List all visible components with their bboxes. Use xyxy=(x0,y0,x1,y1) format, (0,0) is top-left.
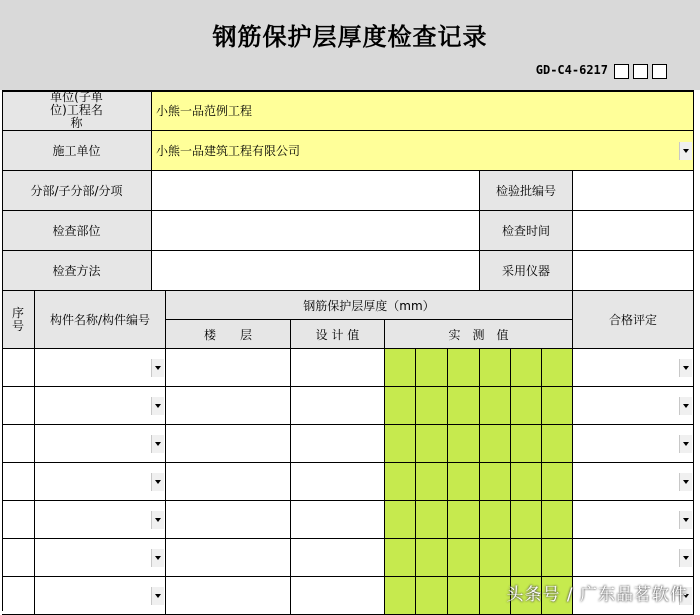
row-measured-cell[interactable] xyxy=(511,463,542,501)
row-measured-cell[interactable] xyxy=(542,425,573,463)
row-measured-cell[interactable] xyxy=(385,463,416,501)
row-floor-cell[interactable] xyxy=(166,577,291,615)
construction-unit-value: 小熊一品建筑工程有限公司 xyxy=(156,144,301,158)
row-measured-cell[interactable] xyxy=(448,387,480,425)
row-measured-cell[interactable] xyxy=(448,501,480,539)
row-measured-cell[interactable] xyxy=(480,387,511,425)
row-design-cell[interactable] xyxy=(291,425,385,463)
dropdown-arrow-icon[interactable] xyxy=(151,587,164,605)
row-design-cell[interactable] xyxy=(291,539,385,577)
row-seq-cell[interactable] xyxy=(2,501,35,539)
row-design-cell[interactable] xyxy=(291,387,385,425)
label-inspection-time: 检查时间 xyxy=(480,211,573,251)
dropdown-arrow-icon[interactable] xyxy=(679,473,692,491)
col-header-seq xyxy=(2,291,35,349)
row-rating-select[interactable] xyxy=(573,463,694,501)
row-measured-cell[interactable] xyxy=(542,387,573,425)
row-measured-cell[interactable] xyxy=(480,425,511,463)
unit-project-field[interactable]: 小熊一品范例工程 xyxy=(152,90,694,131)
row-rating-select[interactable] xyxy=(573,349,694,387)
row-measured-cell[interactable] xyxy=(416,425,448,463)
row-floor-cell[interactable] xyxy=(166,463,291,501)
row-seq-cell[interactable] xyxy=(2,349,35,387)
dropdown-arrow-icon[interactable] xyxy=(151,549,164,567)
row-measured-cell[interactable] xyxy=(448,349,480,387)
row-measured-cell[interactable] xyxy=(480,539,511,577)
row-floor-cell[interactable] xyxy=(166,349,291,387)
row-measured-cell[interactable] xyxy=(448,425,480,463)
col-header-component: 构件名称/构件编号 xyxy=(35,291,166,349)
row-measured-cell[interactable] xyxy=(511,349,542,387)
row-measured-cell[interactable] xyxy=(385,387,416,425)
row-measured-cell[interactable] xyxy=(511,501,542,539)
dropdown-arrow-icon[interactable] xyxy=(151,435,164,453)
row-measured-cell[interactable] xyxy=(385,425,416,463)
row-rating-select[interactable] xyxy=(573,425,694,463)
construction-unit-field[interactable] xyxy=(152,131,694,171)
row-rating-select[interactable] xyxy=(573,387,694,425)
label-instrument: 采用仪器 xyxy=(480,251,573,291)
row-component-select[interactable] xyxy=(35,501,166,539)
col-header-design: 设 计 值 xyxy=(291,320,385,349)
row-floor-cell[interactable] xyxy=(166,539,291,577)
col-header-rating: 合格评定 xyxy=(573,291,694,349)
row-measured-cell[interactable] xyxy=(416,349,448,387)
row-measured-cell[interactable] xyxy=(542,463,573,501)
row-measured-cell[interactable] xyxy=(480,463,511,501)
row-component-select[interactable] xyxy=(35,463,166,501)
dropdown-arrow-icon[interactable] xyxy=(151,511,164,529)
label-division: 分部/子分部/分项 xyxy=(2,171,152,211)
row-measured-cell[interactable] xyxy=(416,539,448,577)
label-construction-unit: 施工单位 xyxy=(2,131,152,171)
row-design-cell[interactable] xyxy=(291,577,385,615)
row-floor-cell[interactable] xyxy=(166,425,291,463)
row-component-select[interactable] xyxy=(35,539,166,577)
col-header-measured: 实 测 值 xyxy=(385,320,573,349)
row-component-select[interactable] xyxy=(35,425,166,463)
dropdown-arrow-icon[interactable] xyxy=(679,142,692,160)
checkbox-2[interactable] xyxy=(633,64,648,79)
row-seq-cell[interactable] xyxy=(2,577,35,615)
row-measured-cell[interactable] xyxy=(385,577,416,615)
form-code: GD-C4-6217 xyxy=(535,63,608,77)
row-measured-cell[interactable] xyxy=(542,349,573,387)
inspection-part-field[interactable] xyxy=(152,211,480,251)
division-field[interactable] xyxy=(152,171,480,211)
row-measured-cell[interactable] xyxy=(416,463,448,501)
label-inspection-part: 检查部位 xyxy=(2,211,152,251)
checkbox-1[interactable] xyxy=(614,64,629,79)
row-measured-cell[interactable] xyxy=(542,501,573,539)
dropdown-arrow-icon[interactable] xyxy=(151,359,164,377)
instrument-field[interactable] xyxy=(573,251,694,291)
row-component-select[interactable] xyxy=(35,349,166,387)
row-seq-cell[interactable] xyxy=(2,463,35,501)
dropdown-arrow-icon[interactable] xyxy=(151,473,164,491)
row-measured-cell[interactable] xyxy=(511,425,542,463)
page-title: 钢筋保护层厚度检查记录 xyxy=(0,0,700,74)
dropdown-arrow-icon[interactable] xyxy=(151,397,164,415)
dropdown-arrow-icon[interactable] xyxy=(679,435,692,453)
row-component-select[interactable] xyxy=(35,577,166,615)
row-measured-cell[interactable] xyxy=(385,501,416,539)
batch-no-field[interactable] xyxy=(573,171,694,211)
row-measured-cell[interactable] xyxy=(448,463,480,501)
dropdown-arrow-icon[interactable] xyxy=(679,549,692,567)
row-rating-select[interactable] xyxy=(573,501,694,539)
label-unit-project-text: 单位(子单位)工程名称 xyxy=(50,90,103,130)
label-batch-no: 检验批编号 xyxy=(480,171,573,211)
row-design-cell[interactable] xyxy=(291,349,385,387)
dropdown-arrow-icon[interactable] xyxy=(679,397,692,415)
inspection-time-field[interactable] xyxy=(573,211,694,251)
row-measured-cell[interactable] xyxy=(511,387,542,425)
col-header-floor: 楼 层 xyxy=(166,320,291,349)
row-measured-cell[interactable] xyxy=(416,501,448,539)
row-seq-cell[interactable] xyxy=(2,425,35,463)
row-measured-cell[interactable] xyxy=(448,577,480,615)
row-floor-cell[interactable] xyxy=(166,501,291,539)
watermark: 头条号 / 广东品茗软件 xyxy=(506,585,688,605)
checkbox-3[interactable] xyxy=(652,64,667,79)
row-design-cell[interactable] xyxy=(291,463,385,501)
row-design-cell[interactable] xyxy=(291,501,385,539)
row-measured-cell[interactable] xyxy=(480,501,511,539)
dropdown-arrow-icon[interactable] xyxy=(679,511,692,529)
row-floor-cell[interactable] xyxy=(166,387,291,425)
row-measured-cell[interactable] xyxy=(416,387,448,425)
row-measured-cell[interactable] xyxy=(385,539,416,577)
dropdown-arrow-icon[interactable] xyxy=(679,359,692,377)
label-inspection-method: 检查方法 xyxy=(2,251,152,291)
row-seq-cell[interactable] xyxy=(2,539,35,577)
group-header-thickness: 钢筋保护层厚度（mm） xyxy=(166,291,573,320)
row-measured-cell[interactable] xyxy=(416,577,448,615)
label-unit-project xyxy=(2,90,152,131)
row-measured-cell[interactable] xyxy=(448,539,480,577)
row-component-select[interactable] xyxy=(35,387,166,425)
row-measured-cell[interactable] xyxy=(542,539,573,577)
row-measured-cell[interactable] xyxy=(511,539,542,577)
row-measured-cell[interactable] xyxy=(385,349,416,387)
row-measured-cell[interactable] xyxy=(480,349,511,387)
inspection-method-field[interactable] xyxy=(152,251,480,291)
row-seq-cell[interactable] xyxy=(2,387,35,425)
row-rating-select[interactable] xyxy=(573,539,694,577)
col-header-seq-text: 序号 xyxy=(11,305,24,333)
